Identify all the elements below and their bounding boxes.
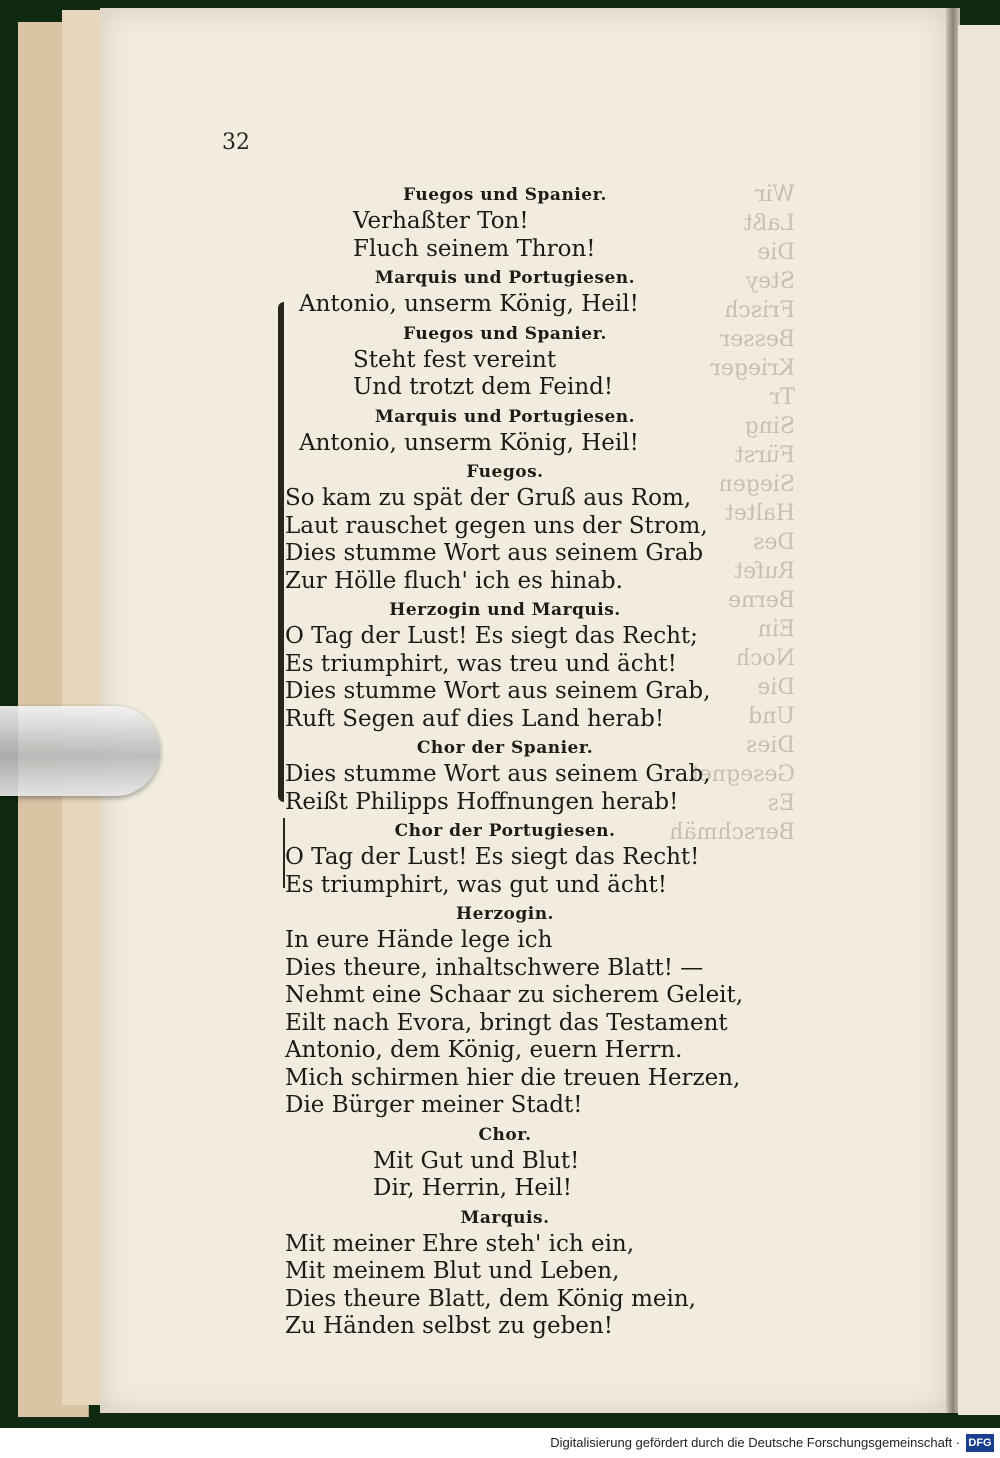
speaker-heading: Marquis und Portugiesen.	[374, 406, 636, 427]
verse-line: Mit Gut und Blut!	[373, 1147, 580, 1174]
verse-line: Mich schirmen hier die treuen Herzen,	[285, 1064, 741, 1091]
verse-line: In eure Hände lege ich	[285, 927, 553, 953]
verse-line: Ruft Segen auf dies Land herab!	[285, 705, 665, 732]
verse-line: Mit meinem Blut und Leben,	[285, 1258, 620, 1284]
speaker-heading: Marquis.	[460, 1207, 550, 1228]
page-number: 32	[222, 130, 250, 155]
verse-line: Es triumphirt, was treu und ächt!	[285, 650, 677, 677]
verse-line: O Tag der Lust! Es siegt das Recht;	[285, 623, 698, 649]
speaker-heading: Chor.	[478, 1124, 532, 1145]
verse-line: Eilt nach Evora, bringt das Testament	[285, 1009, 728, 1036]
verse-line: Nehmt eine Schaar zu sicherem Geleit,	[285, 982, 744, 1008]
verse-line: Antonio, dem König, euern Herrn.	[285, 1037, 683, 1063]
verse-line: Laut rauschet gegen uns der Strom,	[285, 512, 708, 539]
digitization-footer: Digitalisierung gefördert durch die Deutsche Forschungsgemeinschaft ·	[0, 1428, 1000, 1458]
verse-line: Dies stumme Wort aus seinem Grab,	[285, 678, 711, 704]
verse-line: Reißt Philipps Hoffnungen herab!	[285, 788, 679, 815]
show-through-text: Wir Laßt Die Stey Frisch Besser Krieger Tr Sing Fürst Siegen Haltet Des Rufet Berne Ein Noch Die Und Dies Gesegnet Es Berschmäh	[669, 182, 795, 845]
dfg-logo: DFG	[966, 1434, 994, 1452]
verse-line: Dies theure Blatt, dem König mein,	[285, 1285, 696, 1312]
verse-line: Fluch seinem Thron!	[353, 235, 596, 262]
verse-line: Antonio, unserm König, Heil!	[299, 429, 639, 456]
verse-line: Zu Händen selbst zu geben!	[285, 1313, 613, 1339]
speaker-heading: Herzogin.	[456, 904, 554, 924]
speaker-heading: Marquis und Portugiesen.	[374, 268, 636, 288]
verse-line: Steht fest vereint	[353, 346, 557, 373]
verse-line: Zur Hölle fluch' ich es hinab.	[285, 567, 623, 594]
verse-line: So kam zu spät der Gruß aus Rom,	[285, 485, 692, 511]
facing-page-edge	[958, 25, 1000, 1415]
speaker-heading: Fuegos und Spanier.	[403, 185, 607, 205]
verse-line: O Tag der Lust! Es siegt das Recht!	[285, 844, 700, 870]
speaker-heading: Herzogin und Marquis.	[389, 600, 621, 620]
verse-line: Dies theure, inhaltschwere Blatt! —	[285, 954, 704, 981]
speaker-heading: Chor der Spanier.	[416, 738, 594, 758]
verse-line: Und trotzt dem Feind!	[353, 374, 614, 400]
speaker-heading: Chor der Portugiesen.	[394, 821, 616, 841]
verse-line: Die Bürger meiner Stadt!	[285, 1092, 583, 1118]
verse-line: Verhaßter Ton!	[353, 208, 529, 234]
speaker-heading: Fuegos und Spanier.	[403, 323, 607, 344]
verse-line: Dir, Herrin, Heil!	[373, 1175, 572, 1201]
verse-line: Dies stumme Wort aus seinem Grab,	[285, 761, 711, 787]
verse-line: Mit meiner Ehre steh' ich ein,	[285, 1230, 635, 1257]
book-clip	[0, 706, 160, 796]
verse-line: Dies stumme Wort aus seinem Grab	[285, 540, 704, 566]
speaker-heading: Fuegos.	[466, 462, 544, 482]
verse-line: Es triumphirt, was gut und ächt!	[285, 871, 668, 898]
verse-line: Antonio, unserm König, Heil!	[299, 291, 639, 317]
